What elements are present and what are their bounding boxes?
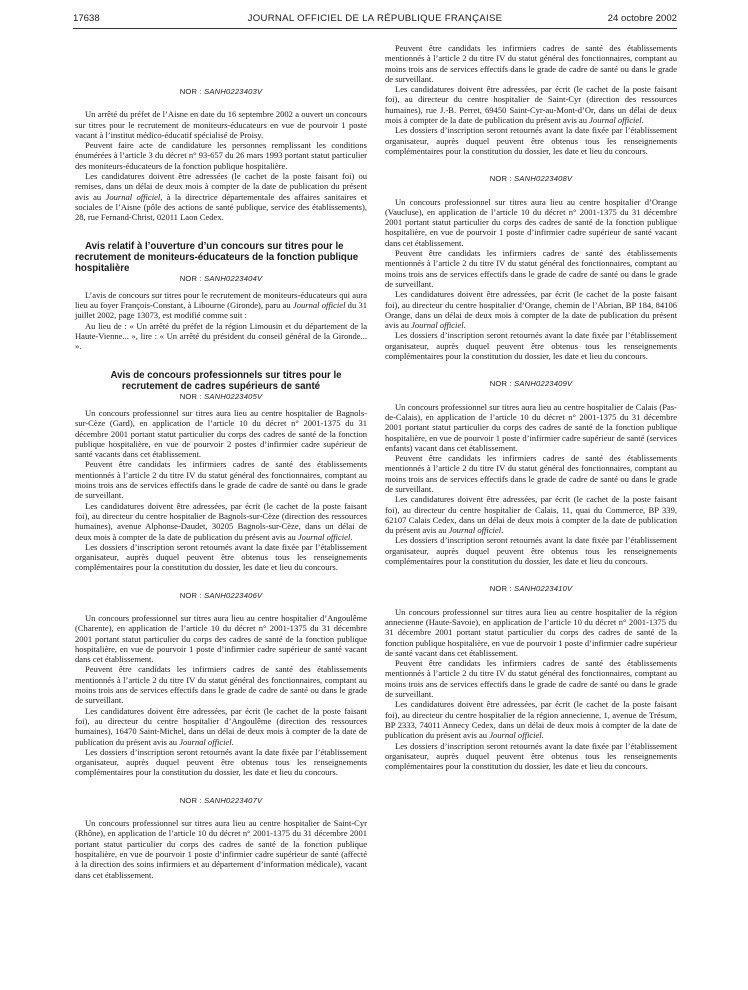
paragraph: Peuvent être candidats les infirmiers cadres de santé des établissements mentionnés à l’article 2 du titre IV du statut général des fonctionnaires, comptant au moins trois ans de services effectifs dans le grade de cadre de santé ou dans le grade de surveillant.	[75, 664, 367, 706]
paragraph: Les candidatures doivent être adressées (le cachet de la poste faisant foi) ou remises, dans un délai de deux mois à compter de la date de publication du présent avis au Journal officiel, à la directrice départementale des affaires sanitaires et sociales de l’Aisne (pôle des actions de santé publique, service des établissements), 28, rue Fernand-Christ, 02011 Laon Cedex.	[75, 171, 367, 223]
paragraph: Un concours professionnel sur titres aura lieu au centre hospitalier de Saint-Cyr (Rhône), en application de l’article 10 du décret n° 2001-1375 du 31 décembre 2001 portant statut particulier du corps des cadres de santé de la fonction publique hospitalière, en vue de pourvoir 1 poste d’infirmier cadre supérieur de santé (affecté à la direction des soins infirmiers et au département d’information médicale), vacant dans cet établissement.	[75, 818, 367, 880]
nor-reference: NOR : SANH0223405V	[179, 391, 263, 401]
nor-reference: NOR : SANH0223410V	[489, 584, 573, 594]
running-header	[73, 13, 677, 29]
paragraph: Les dossiers d’inscription seront retournés avant la date fixée par l’établissement organisateur, auprès duquel peuvent être obtenus tous les renseignements complémentaires pour la constitution du dossier, les date et lieu du concours.	[75, 541, 367, 573]
paragraph: Peuvent être candidats les infirmiers cadres de santé des établissements mentionnés à l’article 2 du titre IV du statut général des fonctionnaires, comptant au moins trois ans de services effectifs dans le grade de cadre de santé ou dans le grade de surveillant.	[75, 459, 367, 501]
right-column	[385, 43, 677, 771]
paragraph: Un concours professionnel sur titres aura lieu au centre hospitalier de la région annecienne (Haute-Savoie), en application de l’article 10 du décret n° 2001-1375 du 31 décembre 2001 portant statut particulier du corps des cadres de santé de la fonction publique hospitalière, en vue de pourvoir 1 poste d’infirmier cadre supérieur de santé vacant dans cet établissement.	[385, 606, 677, 658]
paragraph: Les candidatures doivent être adressées, par écrit (le cachet de la poste faisant foi), au directeur du centre hospitalier de Calais, 11, quai du Commerce, BP 339, 62107 Calais Cedex, dans un délai de deux mois à compter de la date de publication du présent avis au Journal officiel.	[385, 494, 677, 536]
paragraph: Les candidatures doivent être adressées, par écrit (le cachet de la poste faisant foi), au directeur du centre hospitalier de Bagnols-sur-Cèze (direction des ressources humaines), avenue Alphonse-Daudet, 30205 Bagnols-sur-Cèze, dans un délai de deux mois à compter de la date de publication du présent avis au Journal officiel.	[75, 500, 367, 542]
nor-reference: NOR : SANH0223406V	[179, 590, 263, 600]
header-rule	[73, 28, 677, 29]
paragraph: Peuvent être candidats les infirmiers cadres de santé des établissements mentionnés à l’article 2 du titre IV du statut général des fonctionnaires, comptant au moins trois ans de services effectifs dans le grade de cadre de santé ou dans le grade de surveillant.	[385, 658, 677, 700]
nor-reference: NOR : SANH0223409V	[489, 379, 573, 389]
paragraph: Les candidatures doivent être adressées, par écrit (le cachet de la poste faisant foi), au directeur du centre hospitalier d’Angoulême (direction des ressources humaines), 16470 Saint-Michel, dans un délai de deux mois à compter de la date de publication du présent avis au Journal officiel.	[75, 705, 367, 747]
paragraph: Peuvent faire acte de candidature les personnes remplissant les conditions énumérées à l’article 3 du décret n° 93-657 du 26 mars 1993 portant statut particulier des moniteurs-éducateurs de la fonction publique hospitalière.	[75, 140, 367, 171]
paragraph: Peuvent être candidats les infirmiers cadres de santé des établissements mentionnés à l’article 2 du titre IV du statut général des fonctionnaires, comptant au moins trois ans de services effectifs dans le grade de cadre de santé ou dans le grade de surveillant.	[385, 453, 677, 494]
issue-date: 24 octobre 2002	[607, 13, 677, 24]
nor-reference: NOR : SANH0223408V	[489, 174, 573, 184]
paragraph: Les candidatures doivent être adressées, par écrit (le cachet de la poste faisant foi), au directeur du centre hospitalier d’Orange, chemin de l’Abrian, BP 184, 84106 Orange, dans un délai de deux mois à compter de la date de publication du présent avis au Journal officiel.	[385, 289, 677, 331]
page-number: 17638	[73, 13, 100, 24]
paragraph: Un concours professionnel sur titres aura lieu au centre hospitalier de Calais (Pas-de-Calais), en application de l’article 10 du décret n° 2001-1375 du 31 décembre 2001 portant statut particulier du corps des cadres de santé de la fonction publique hospitalière, en vue de pourvoir 1 poste d’infirmier cadre supérieur de santé (services enfants) vacant dans cet établissement.	[385, 401, 677, 453]
nor-reference: NOR : SANH0223404V	[179, 273, 263, 283]
paragraph: Les dossiers d’inscription seront retournés avant la date fixée par l’établissement organisateur, auprès duquel peuvent être obtenus tous les renseignements complémentaires pour la constitution du dossier, les date et lieu du concours.	[385, 740, 677, 772]
paragraph: Un arrêté du préfet de l’Aisne en date du 16 septembre 2002 a ouvert un concours sur titres pour le recrutement de moniteurs-éducateurs en vue de pourvoir 1 poste vacant à l’institut médico-éducatif spécialisé de Proisy.	[75, 109, 367, 140]
paragraph: Les dossiers d’inscription seront retournés avant la date fixée par l’établissement organisateur, auprès duquel peuvent être obtenus tous les renseignements complémentaires pour la constitution du dossier, les date et lieu du concours.	[385, 330, 677, 362]
left-column	[75, 87, 367, 880]
journal-title: JOURNAL OFFICIEL DE LA RÉPUBLIQUE FRANÇAISE	[247, 13, 503, 24]
paragraph: Un concours professionnel sur titres aura lieu au centre hospitalier d’Orange (Vaucluse), en application de l’article 10 du décret n° 2001-1375 du 31 décembre 2001 portant statut particulier du corps des cadres de santé de la fonction publique hospitalière, en vue de pourvoir 1 poste d’infirmier cadre supérieur de santé vacant dans cet établissement.	[385, 196, 677, 248]
paragraph: Les candidatures doivent être adressées, par écrit (le cachet de la poste faisant foi), au directeur du centre hospitalier de Saint-Cyr (direction des ressources humaines), rue J.-B. Perret, 69450 Saint-Cyr-au-Mont-d’Or, dans un délai de deux mois à compter de la date de publication du présent avis au Journal officiel.	[385, 84, 677, 126]
paragraph: L’avis de concours sur titres pour le recrutement de moniteurs-éducateurs qui aura lieu au foyer François-Constant, à Libourne (Gironde), paru au Journal officiel du 31 juillet 2002, page 13073, est modifié comme suit :	[75, 289, 367, 321]
paragraph: Les dossiers d’inscription seront retournés avant la date fixée par l’établissement organisateur, auprès duquel peuvent être obtenus tous les renseignements complémentaires pour la constitution du dossier, les date et lieu du concours.	[75, 746, 367, 778]
notice-title: Avis relatif à l’ouverture d’un concours sur titres pour le recrutement de moniteurs-éducateurs de la fonction publique hospitalière	[75, 240, 359, 274]
paragraph: Les candidatures doivent être adressées, par écrit (le cachet de la poste faisant foi), au directeur du centre hospitalier de la région annecienne, 1, avenue de Trésum, BP 2333, 74011 Annecy Cedex, dans un délai de deux mois à compter de la date de publication du présent avis au Journal officiel.	[385, 699, 677, 741]
paragraph: Peuvent être candidats les infirmiers cadres de santé des établissements mentionnés à l’article 2 du titre IV du statut général des fonctionnaires, comptant au moins trois ans de services effectifs dans le grade de cadre de santé ou dans le grade de surveillant.	[385, 43, 677, 84]
notice-title: Avis de concours professionnels sur titres pour le recrutement de cadres supérieurs de santé	[110, 369, 342, 392]
nor-reference: NOR : SANH0223403V	[179, 87, 263, 96]
paragraph: Peuvent être candidats les infirmiers cadres de santé des établissements mentionnés à l’article 2 du titre IV du statut général des fonctionnaires, comptant au moins trois ans de services effectifs dans le grade de cadre de santé ou dans le grade de surveillant.	[385, 248, 677, 289]
paragraph: Les dossiers d’inscription seront retournés avant la date fixée par l’établissement organisateur, auprès duquel peuvent être obtenus tous les renseignements complémentaires pour la constitution du dossier, les date et lieu du concours.	[385, 535, 677, 567]
paragraph: Un concours professionnel sur titres aura lieu au centre hospitalier d’Angoulême (Charente), en application de l’article 10 du décret n° 2001-1375 du 31 décembre 2001 portant statut particulier du corps des cadres de santé de la fonction publique hospitalière, en vue de pourvoir 1 poste d’infirmier cadre supérieur de santé vacant dans cet établissement.	[75, 612, 367, 665]
paragraph: Au lieu de : « Un arrêté du préfet de la région Limousin et du département de la Haute-Vienne... », lire : « Un arrêté du président du conseil général de la Gironde... ».	[75, 320, 367, 352]
paragraph: Un concours professionnel sur titres aura lieu au centre hospitalier de Bagnols-sur-Cèze (Gard), en application de l’article 10 du décret n° 2001-1375 du 31 décembre 2001 portant statut particulier du corps des cadres de santé de la fonction publique hospitalière, en vue de pourvoir 2 postes d’infirmier cadre supérieur de santé vacants dans cet établissement.	[75, 407, 367, 460]
nor-reference: NOR : SANH0223407V	[179, 795, 263, 805]
paragraph: Les dossiers d’inscription seront retournés avant la date fixée par l’établissement organisateur, auprès duquel peuvent être obtenus tous les renseignements complémentaires pour la constitution du dossier, les date et lieu du concours.	[385, 125, 677, 156]
